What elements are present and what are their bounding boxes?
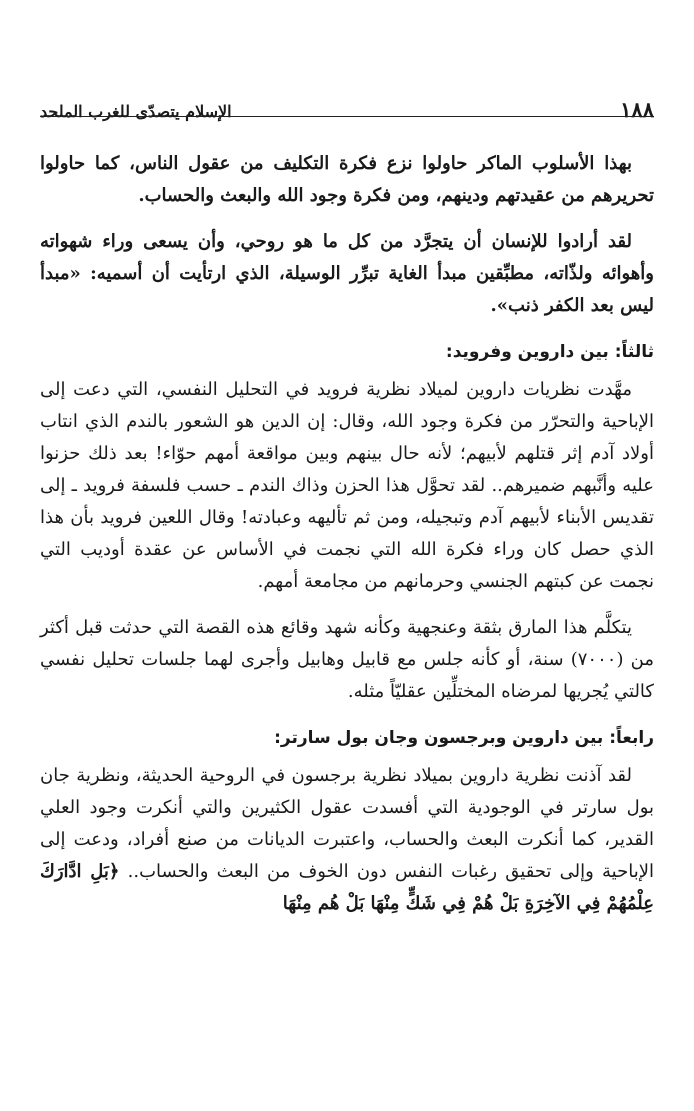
paragraph-2: لقد أرادوا للإنسان أن يتجرَّد من كل ما هو روحي، وأن يسعى وراء شهواته وأهوائه ولذّاته، مطبِّقين مبدأ الغاية تبرِّر الوسيلة، الذي ارتأيت أن أسميه: «مبدأ ليس بعد الكفر ذنب». [40,231,654,316]
page-number: ١٨٨ [620,97,654,122]
paragraph-1: بهذا الأسلوب الماكر حاولوا نزع فكرة التكليف من عقول الناس، كما حاولوا تحريرهم من عقيدتهم ودينهم، ومن فكرة وجود الله والبعث والحساب. [40,153,654,206]
paragraph-5-text: لقد آذنت نظرية داروين بميلاد نظرية برجسون في الروحية الحديثة، ونظرية جان بول سارتر في الوجودية التي أفسدت عقول الكثيرين والتي أنكرت وجود العلي القدير، كما أنكرت البعث والحساب، واعتبرت الديانات من صنع أفراد، ودعت إلى الإباحية وإلى تحقيق رغبات النفس دون الخوف من البعث والحساب.. [40,765,654,882]
paragraph-3: مهَّدت نظريات داروين لميلاد نظرية فرويد في التحليل النفسي، التي دعت إلى الإباحية والتحرّر من فكرة وجود الله، وقال: إن الدين هو الشعور بالندم الذي انتاب أولاد آدم إثر قتلهم لأبيهم؛ لأنه حال بينهم وبين مواقعة أمهم حوّاء! بعد ذلك حزنوا عليه وأنَّبهم ضميرهم.. لقد تحوَّل هذا الحزن وذاك الندم ـ حسب فلسفة فرويد ـ إلى تقديس الأبناء لأبيهم آدم وتبجيله، ومن ثم تأليهه وعبادته! وقال اللعين فرويد بأن هذا الذي حصل كان وراء فكرة الله التي نجمت في الأساس عن عقدة أوديب التي نجمت عن كبتهم الجنسي وحرمانهم من مجامعة أمهم. [40,379,654,592]
quran-verse: ﴿بَلِ ادَّارَكَ عِلْمُهُمْ فِي الآخِرَةِ بَلْ هُمْ فِي شَكٍّ مِنْهَا بَلْ هُم مِنْهَا [40,861,654,914]
running-title: الإسلام يتصدّى للغرب الملحد [40,102,232,121]
header-rule [40,116,654,117]
section-heading-3: ثالثاً: بين داروين وفرويد: [445,342,654,362]
running-header [40,86,654,120]
paragraph-4: يتكلَّم هذا المارق بثقة وعنجهية وكأنه شهد وقائع هذه القصة التي حدثت قبل أكثر من (٧٠٠٠) سنة، أو كأنه جلس مع قابيل وهابيل وأجرى لهما جلسات تحليل نفسي كالتي يُجريها لمرضاه المختلِّين عقليّاً مثله. [40,617,654,702]
section-heading-4: رابعاً: بين داروين وبرجسون وجان بول سارتر: [274,728,654,748]
paragraph-5 [40,760,654,920]
book-page [40,0,654,1111]
page-body [40,148,654,920]
